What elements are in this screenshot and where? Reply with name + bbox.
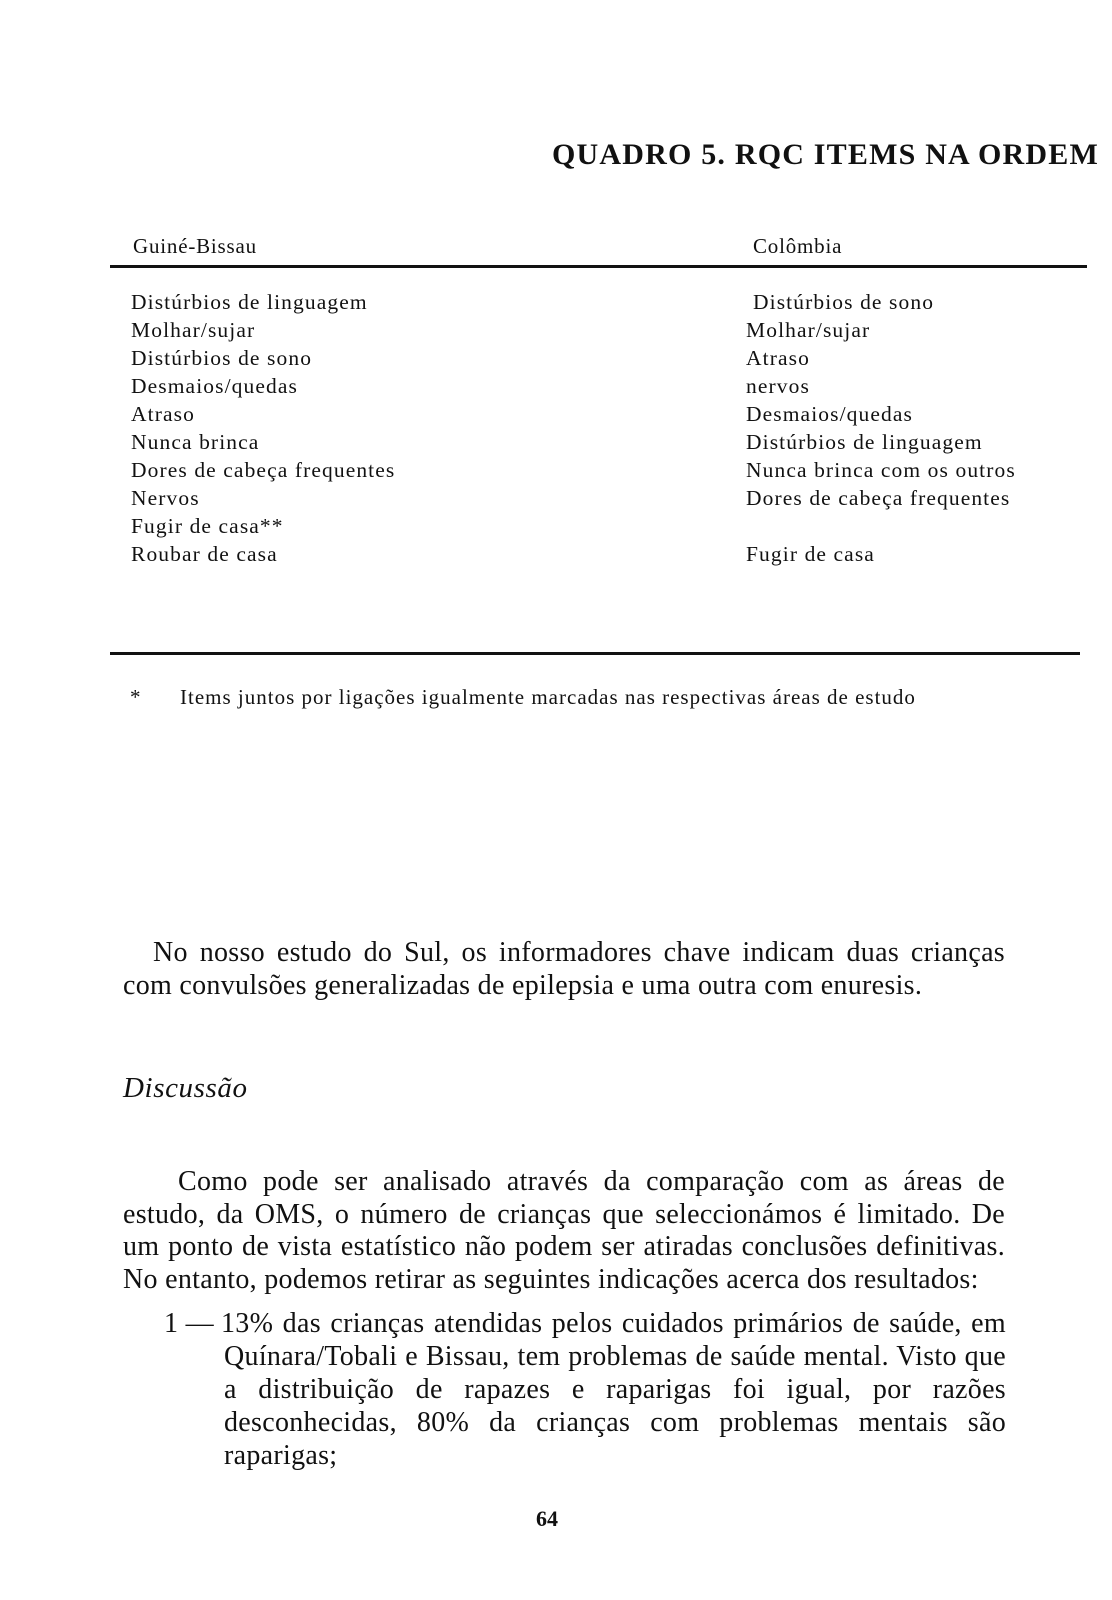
list-item: Fugir de casa**: [131, 514, 284, 538]
list-item: Nunca brinca com os outros: [746, 458, 1016, 482]
list-item: nervos: [746, 374, 810, 398]
guine-bissau-items-list: [131, 288, 395, 568]
list-item: Atraso: [746, 346, 810, 370]
section-heading: Discussão: [123, 1072, 248, 1104]
list-item: Distúrbios de linguagem: [131, 290, 368, 314]
list-number: 1 —: [164, 1308, 214, 1339]
table-bottom-rule: [110, 652, 1080, 655]
list-text: 13% das crianças atendidas pelos cuidados primários de saúde, em Quínara/Tobali e Bissau, tem problemas de saúde mental. Visto que a distribuição de rapazes e raparigas foi igual, por razões desconhecidas, 80% da crianças com problemas mentais são raparigas;: [221, 1308, 1006, 1471]
list-item: Nunca brinca: [131, 430, 260, 454]
list-item: Molhar/sujar: [746, 318, 871, 342]
list-item: Atraso: [131, 402, 195, 426]
list-item: Desmaios/quedas: [131, 374, 298, 398]
list-item: Dores de cabeça frequentes: [746, 486, 1011, 510]
list-item: Roubar de casa: [131, 542, 278, 566]
colombia-items-list: [746, 288, 1016, 568]
numbered-list-item: [164, 1307, 1006, 1472]
list-item: Desmaios/quedas: [746, 402, 913, 426]
list-item: Nervos: [131, 486, 200, 510]
column-header-guine-bissau: Guiné-Bissau: [133, 234, 257, 258]
table-footnote: [130, 684, 990, 711]
page-title: QUADRO 5. RQC ITEMS NA ORDEM: [552, 138, 1099, 171]
body-paragraph: Como pode ser analisado através da comparação com as áreas de estudo, da OMS, o número de crianças que seleccionámos é limitado. De um ponto de vista estatístico não podem ser atiradas conclusões definitivas. No entanto, podemos retirar as seguintes indicações acerca dos resultados:: [123, 1166, 1005, 1295]
list-item: Distúrbios de linguagem: [746, 430, 983, 454]
page-number: 64: [536, 1506, 558, 1531]
empty-row: [746, 512, 1016, 540]
footnote-text: Items juntos por ligações igualmente marcadas nas respectivas áreas de estudo: [180, 685, 916, 709]
footnote-marker: *: [130, 685, 142, 709]
list-item: Dores de cabeça frequentes: [131, 458, 396, 482]
list-item: Distúrbios de sono: [753, 290, 935, 314]
list-item: Fugir de casa: [746, 542, 875, 566]
body-paragraph: No nosso estudo do Sul, os informadores chave indicam duas crianças com convulsões generalizadas de epilepsia e uma outra com enuresis.: [123, 937, 1005, 1001]
table-top-rule: [110, 265, 1087, 268]
list-item: Distúrbios de sono: [131, 346, 313, 370]
list-item: Molhar/sujar: [131, 318, 256, 342]
column-header-colombia: Colômbia: [753, 234, 843, 258]
